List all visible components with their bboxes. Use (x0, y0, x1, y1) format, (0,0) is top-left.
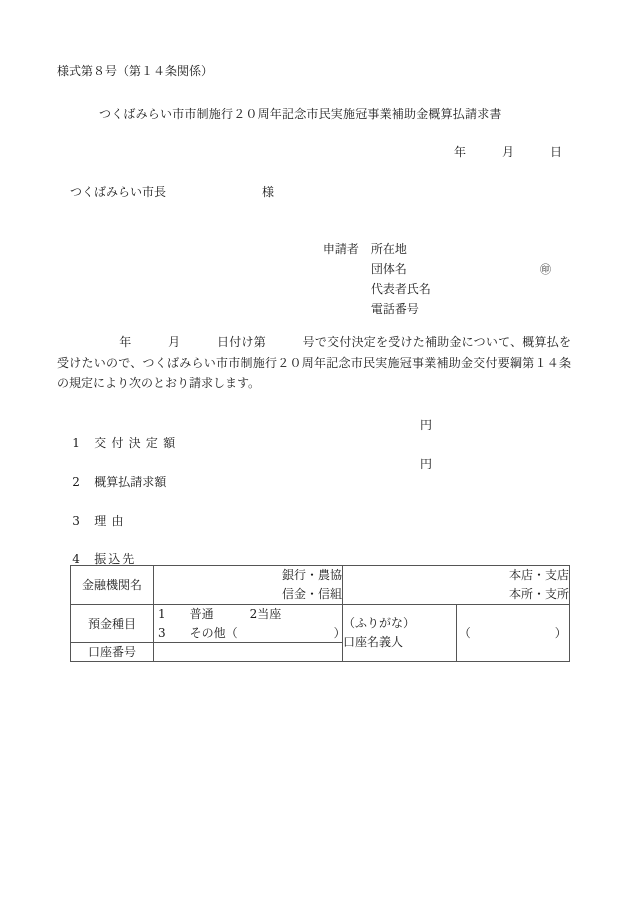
date-line: 年 月 日 (453, 145, 562, 159)
form-number: 様式第８号（第１４条関係） (57, 64, 214, 78)
furigana-label: （ふりがな） (343, 616, 416, 631)
deposit-type-option-line-2: 3 その他（ ） (158, 625, 346, 640)
seal-stamp-icon: ㊞ (540, 263, 551, 276)
cell-account-holder-label (343, 604, 457, 661)
applicant-phone-label: 電話番号 (370, 302, 419, 316)
bank-kind-line-1: 銀行・農協 (281, 568, 342, 582)
item-label: 交付決定額 (94, 436, 181, 450)
branch-kind-line-2: 本所・支所 (508, 586, 569, 601)
table-row (71, 566, 570, 605)
item-label: 理由 (94, 514, 129, 528)
cell-deposit-type-label: 預金種目 (71, 604, 154, 642)
cell-deposit-type-options[interactable] (154, 604, 346, 642)
applicant-organization-label: 団体名 (370, 262, 407, 276)
bank-kind-line-2: 信金・信組 (281, 586, 342, 601)
cell-financial-institution-label: 金融機関名 (71, 566, 154, 605)
body-line-3: 条の規定により次のとおり請求します。 (57, 355, 571, 391)
cell-branch-name-input[interactable] (343, 566, 570, 605)
branch-kind-line-1: 本店・支店 (508, 568, 569, 582)
body-paragraph (57, 332, 571, 394)
page-title: つくばみらい市市制施行２０周年記念市民実施冠事業補助金概算払請求書 (99, 107, 502, 121)
item-number: 3 (72, 514, 80, 528)
item-unit: 円 (420, 457, 433, 471)
item-number: 2 (72, 475, 80, 489)
cell-bank-name-input[interactable] (154, 566, 343, 605)
item-unit: 円 (420, 418, 433, 432)
body-line-1: 年 月 日付け第 号で交付決定を受けた補助金について、概算払を受 (57, 335, 571, 370)
body-line-2: けたいので、つくばみらい市市制施行２０周年記念市民実施冠事業補助金交付要綱第１４ (69, 355, 559, 370)
deposit-type-option-line-1: 1 普通 2当座 (158, 606, 282, 621)
item-number: 4 (72, 552, 80, 566)
table-row (71, 604, 570, 642)
account-holder-label: 口座名義人 (343, 635, 404, 649)
addressee-line: つくばみらい市長 様 (70, 185, 275, 199)
item-label: 振込先 (94, 552, 137, 566)
item-number: 1 (72, 436, 80, 450)
cell-account-holder-input[interactable] (456, 604, 570, 661)
applicant-representative-label: 代表者氏名 (370, 282, 431, 296)
applicant-row (300, 262, 551, 296)
item-label: 概算払請求額 (94, 475, 167, 489)
applicant-heading: 申請者 (322, 242, 359, 256)
cell-account-number-input[interactable] (154, 643, 343, 662)
applicant-row (300, 222, 431, 256)
account-holder-paren: （ ） (458, 625, 567, 640)
applicant-row (300, 282, 431, 316)
bank-account-table (70, 565, 570, 662)
applicant-row (300, 242, 431, 276)
cell-account-number-label: 口座番号 (71, 643, 154, 662)
applicant-address-label: 所在地 (370, 242, 407, 256)
applicant-block (300, 222, 551, 316)
